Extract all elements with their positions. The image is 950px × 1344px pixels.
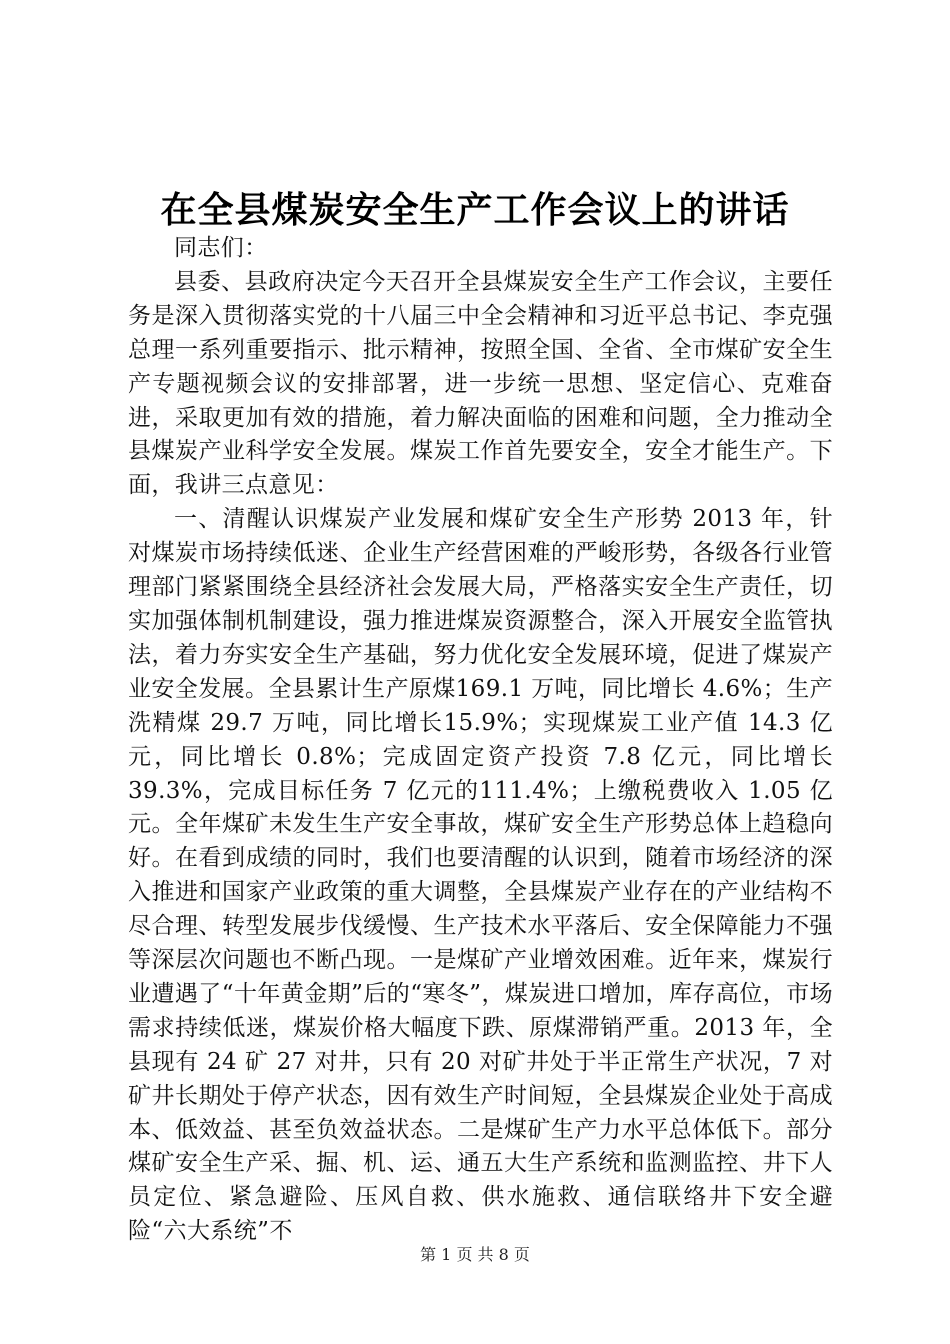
paragraph-1: 县委、县政府决定今天召开全县煤炭安全生产工作会议，主要任务是深入贯彻落实党的十八届三中全会精神和习近平总书记、李克强总理一系列重要指示、批示精神，按照全国、全省、全市煤矿安全生产专题视频会议的安排部署，进一步统一思想、坚定信心、克难奋进，采取更加有效的措施，着力解决面临的困难和问题，全力推动全县煤炭产业科学安全发展。煤炭工作首先要安全，安全才能生产。下面，我讲三点意见： (128, 268, 833, 499)
page-footer: 第 1 页 共 8 页 (420, 1245, 530, 1264)
paragraph-2: 一、清醒认识煤炭产业发展和煤矿安全生产形势 2013 年，针对煤炭市场持续低迷、企业生产经营困难的严峻形势，各级各行业管理部门紧紧围绕全县经济社会发展大局，严格落实安全生产责任，切实加强体制机制建设，强力推进煤炭资源整合，深入开展安全监管执法，着力夯实安全生产基础，努力优化安全发展环境，促进了煤炭产业安全发展。全县累计生产原煤169.1 万吨，同比增长 4.6%；生产洗精煤 29.7 万吨，同比增长15.9%；实现煤炭工业产值 14.3 亿元，同比增长 0.8%；完成固定资产投资 7.8 亿元，同比增长 39.3%，完成目标任务 7 亿元的111.4%；上缴税费收入 1.05 亿元。全年煤矿未发生生产安全事故，煤矿安全生产形势总体上趋稳向好。在看到成绩的同时，我们也要清醒的认识到，随着市场经济的深入推进和国家产业政策的重大调整，全县煤炭产业存在的产业结构不尽合理、转型发展步伐缓慢、生产技术水平落后、安全保障能力不强等深层次问题也不断凸现。一是煤矿产业增效困难。近年来，煤炭行业遭遇了“十年黄金期”后的“寒冬”，煤炭进口增加，库存高位，市场需求持续低迷，煤炭价格大幅度下跌、原煤滞销严重。2013 年，全县现有 24 矿 27 对井，只有 20 对矿井处于半正常生产状况，7 对矿井长期处于停产状态，因有效生产时间短，全县煤炭企业处于高成本、低效益、甚至负效益状态。二是煤矿生产力水平总体低下。部分煤矿安全生产采、掘、机、运、通五大生产系统和监测监控、井下人员定位、紧急避险、压风自救、供水施救、通信联络井下安全避险“六大系统”不 (128, 506, 833, 1245)
document-title: 在全县煤炭安全生产工作会议上的讲话 (160, 189, 790, 231)
document-body (128, 232, 833, 1249)
salutation: 同志们： (174, 235, 268, 261)
